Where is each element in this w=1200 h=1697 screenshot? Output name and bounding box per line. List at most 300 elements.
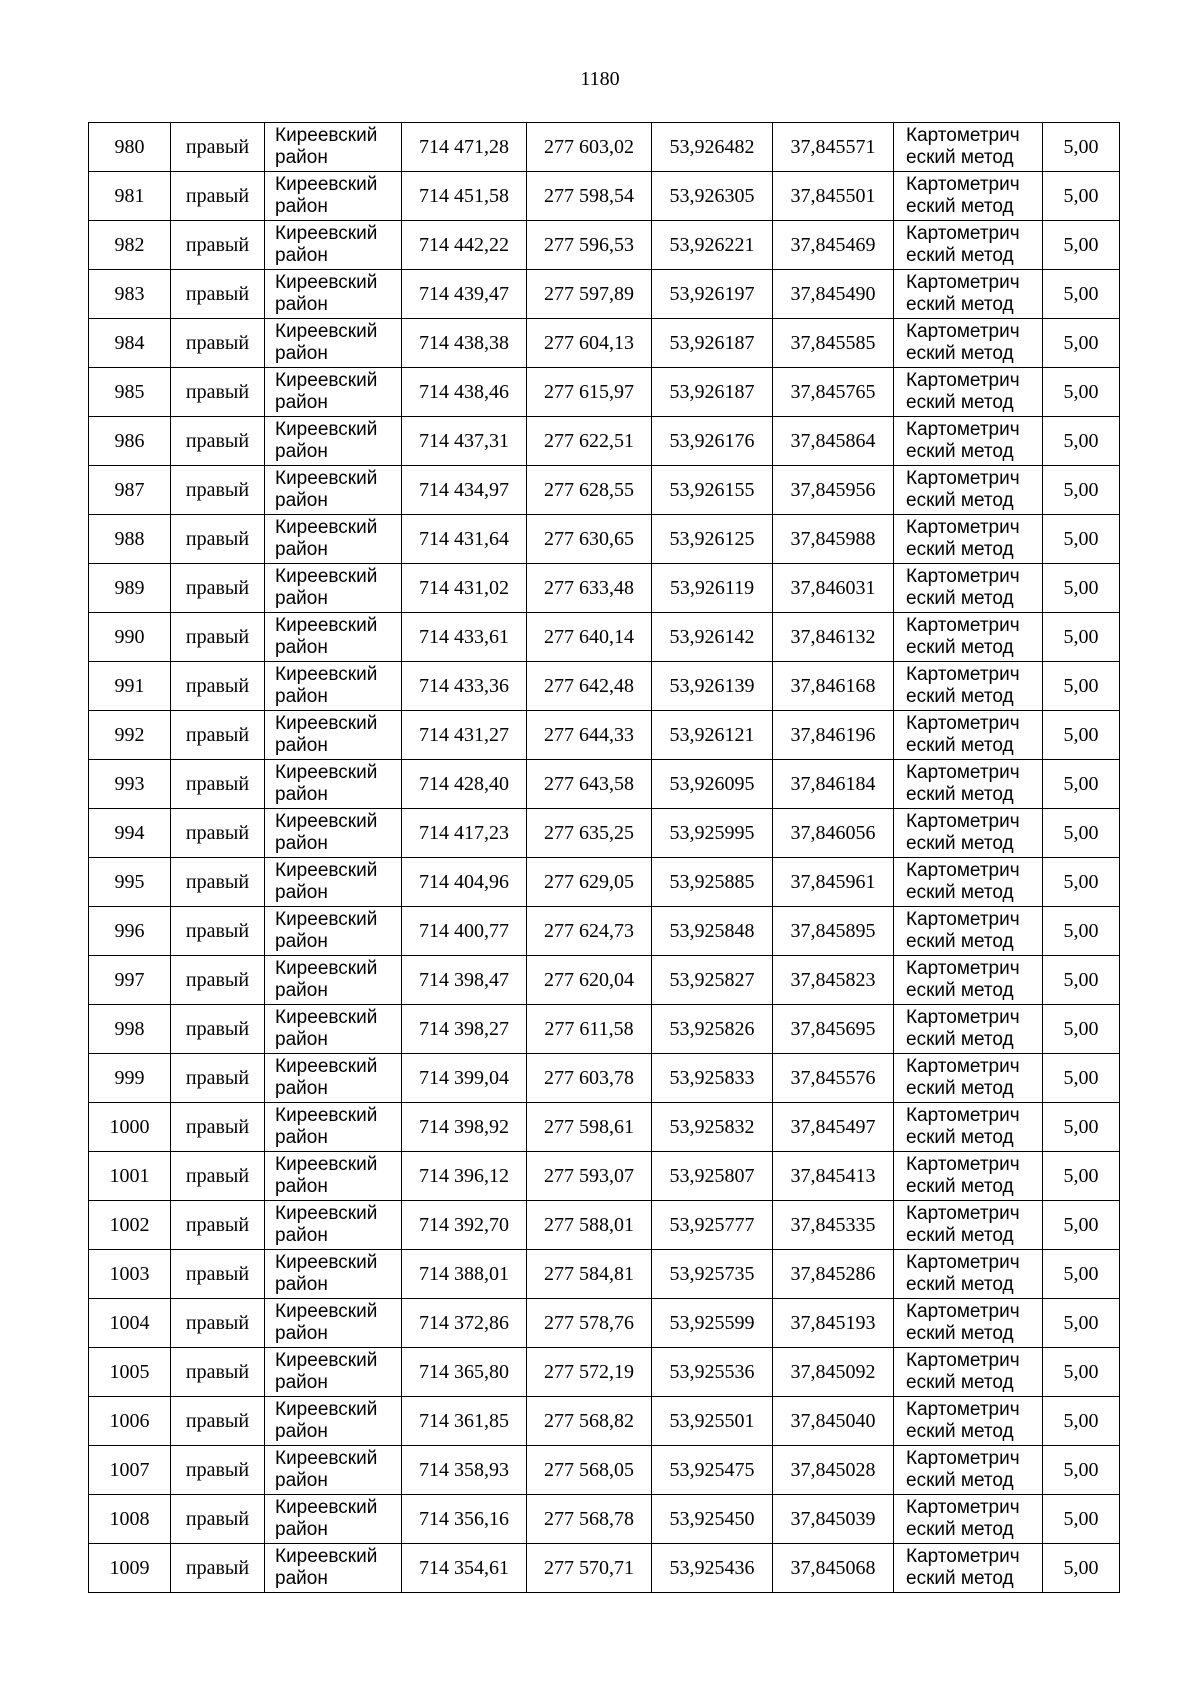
latitude-cell: 53,925995: [652, 809, 773, 858]
district-text: Киреевский район: [275, 1154, 378, 1197]
method-cell: [894, 466, 1043, 515]
district-cell: [265, 809, 402, 858]
method-cell: [894, 172, 1043, 221]
method-cell: [894, 1397, 1043, 1446]
y-coordinate-cell: 277 603,78: [527, 1054, 652, 1103]
x-coordinate-cell: 714 471,28: [402, 123, 527, 172]
x-coordinate-cell: 714 354,61: [402, 1544, 527, 1593]
y-coordinate-cell: 277 572,19: [527, 1348, 652, 1397]
longitude-cell: 37,845956: [773, 466, 894, 515]
district-cell: [265, 417, 402, 466]
side-cell: правый: [171, 1152, 265, 1201]
accuracy-cell: 5,00: [1043, 515, 1120, 564]
district-cell: [265, 1250, 402, 1299]
y-coordinate-cell: 277 611,58: [527, 1005, 652, 1054]
method-cell: [894, 1054, 1043, 1103]
y-coordinate-cell: 277 640,14: [527, 613, 652, 662]
method-text: Картометрич еский метод: [906, 811, 1020, 854]
district-cell: [265, 1005, 402, 1054]
x-coordinate-cell: 714 372,86: [402, 1299, 527, 1348]
table-row: [89, 907, 1120, 956]
y-coordinate-cell: 277 629,05: [527, 858, 652, 907]
district-cell: [265, 711, 402, 760]
x-coordinate-cell: 714 433,36: [402, 662, 527, 711]
accuracy-cell: 5,00: [1043, 956, 1120, 1005]
method-cell: [894, 515, 1043, 564]
district-text: Киреевский район: [275, 1252, 378, 1295]
method-cell: [894, 1201, 1043, 1250]
longitude-cell: 37,845585: [773, 319, 894, 368]
longitude-cell: 37,845864: [773, 417, 894, 466]
accuracy-cell: 5,00: [1043, 564, 1120, 613]
latitude-cell: 53,926197: [652, 270, 773, 319]
latitude-cell: 53,926187: [652, 368, 773, 417]
district-cell: [265, 564, 402, 613]
x-coordinate-cell: 714 398,47: [402, 956, 527, 1005]
side-cell: правый: [171, 221, 265, 270]
method-text: Картометрич еский метод: [906, 860, 1020, 903]
latitude-cell: 53,926121: [652, 711, 773, 760]
x-coordinate-cell: 714 398,27: [402, 1005, 527, 1054]
district-cell: [265, 270, 402, 319]
y-coordinate-cell: 277 620,04: [527, 956, 652, 1005]
side-cell: правый: [171, 1299, 265, 1348]
longitude-cell: 37,845040: [773, 1397, 894, 1446]
accuracy-cell: 5,00: [1043, 1348, 1120, 1397]
table-row: [89, 1544, 1120, 1593]
method-text: Картометрич еский метод: [906, 419, 1020, 462]
district-cell: [265, 1544, 402, 1593]
district-text: Киреевский район: [275, 1056, 378, 1099]
district-text: Киреевский район: [275, 272, 378, 315]
district-cell: [265, 1397, 402, 1446]
method-text: Картометрич еский метод: [906, 1154, 1020, 1197]
district-cell: [265, 1348, 402, 1397]
table-row: [89, 1348, 1120, 1397]
y-coordinate-cell: 277 593,07: [527, 1152, 652, 1201]
longitude-cell: 37,845501: [773, 172, 894, 221]
side-cell: правый: [171, 1201, 265, 1250]
district-cell: [265, 662, 402, 711]
longitude-cell: 37,845068: [773, 1544, 894, 1593]
accuracy-cell: 5,00: [1043, 1005, 1120, 1054]
latitude-cell: 53,926221: [652, 221, 773, 270]
latitude-cell: 53,925777: [652, 1201, 773, 1250]
latitude-cell: 53,925501: [652, 1397, 773, 1446]
latitude-cell: 53,926187: [652, 319, 773, 368]
district-cell: [265, 1495, 402, 1544]
y-coordinate-cell: 277 588,01: [527, 1201, 652, 1250]
method-text: Картометрич еский метод: [906, 1007, 1020, 1050]
side-cell: правый: [171, 858, 265, 907]
accuracy-cell: 5,00: [1043, 1054, 1120, 1103]
method-text: Картометрич еский метод: [906, 1497, 1020, 1540]
point-number-cell: 993: [89, 760, 171, 809]
latitude-cell: 53,926176: [652, 417, 773, 466]
point-number-cell: 1007: [89, 1446, 171, 1495]
district-text: Киреевский район: [275, 468, 378, 511]
method-text: Картометрич еский метод: [906, 1056, 1020, 1099]
point-number-cell: 999: [89, 1054, 171, 1103]
table-row: [89, 1299, 1120, 1348]
y-coordinate-cell: 277 642,48: [527, 662, 652, 711]
side-cell: правый: [171, 417, 265, 466]
table-row: [89, 711, 1120, 760]
longitude-cell: 37,845413: [773, 1152, 894, 1201]
accuracy-cell: 5,00: [1043, 270, 1120, 319]
side-cell: правый: [171, 368, 265, 417]
longitude-cell: 37,846184: [773, 760, 894, 809]
method-cell: [894, 417, 1043, 466]
accuracy-cell: 5,00: [1043, 1103, 1120, 1152]
x-coordinate-cell: 714 365,80: [402, 1348, 527, 1397]
point-number-cell: 991: [89, 662, 171, 711]
x-coordinate-cell: 714 361,85: [402, 1397, 527, 1446]
x-coordinate-cell: 714 392,70: [402, 1201, 527, 1250]
side-cell: правый: [171, 1250, 265, 1299]
latitude-cell: 53,926305: [652, 172, 773, 221]
accuracy-cell: 5,00: [1043, 1201, 1120, 1250]
point-number-cell: 997: [89, 956, 171, 1005]
point-number-cell: 992: [89, 711, 171, 760]
accuracy-cell: 5,00: [1043, 1299, 1120, 1348]
side-cell: правый: [171, 1397, 265, 1446]
point-number-cell: 1003: [89, 1250, 171, 1299]
side-cell: правый: [171, 1544, 265, 1593]
method-text: Картометрич еский метод: [906, 958, 1020, 1001]
district-text: Киреевский район: [275, 1350, 378, 1393]
side-cell: правый: [171, 1054, 265, 1103]
longitude-cell: 37,846196: [773, 711, 894, 760]
latitude-cell: 53,925599: [652, 1299, 773, 1348]
longitude-cell: 37,845193: [773, 1299, 894, 1348]
latitude-cell: 53,925826: [652, 1005, 773, 1054]
longitude-cell: 37,845092: [773, 1348, 894, 1397]
longitude-cell: 37,845576: [773, 1054, 894, 1103]
latitude-cell: 53,926095: [652, 760, 773, 809]
side-cell: правый: [171, 270, 265, 319]
method-text: Картометрич еский метод: [906, 1448, 1020, 1491]
table-row: [89, 221, 1120, 270]
district-text: Киреевский район: [275, 370, 378, 413]
longitude-cell: 37,845490: [773, 270, 894, 319]
x-coordinate-cell: 714 396,12: [402, 1152, 527, 1201]
accuracy-cell: 5,00: [1043, 1446, 1120, 1495]
accuracy-cell: 5,00: [1043, 221, 1120, 270]
longitude-cell: 37,846132: [773, 613, 894, 662]
district-cell: [265, 221, 402, 270]
method-text: Картометрич еский метод: [906, 909, 1020, 952]
method-text: Картометрич еский метод: [906, 321, 1020, 364]
longitude-cell: 37,845286: [773, 1250, 894, 1299]
latitude-cell: 53,925536: [652, 1348, 773, 1397]
district-cell: [265, 123, 402, 172]
point-number-cell: 1005: [89, 1348, 171, 1397]
accuracy-cell: 5,00: [1043, 1495, 1120, 1544]
side-cell: правый: [171, 1446, 265, 1495]
table-row: [89, 172, 1120, 221]
longitude-cell: 37,845895: [773, 907, 894, 956]
side-cell: правый: [171, 662, 265, 711]
district-text: Киреевский район: [275, 1399, 378, 1442]
point-number-cell: 987: [89, 466, 171, 515]
x-coordinate-cell: 714 404,96: [402, 858, 527, 907]
x-coordinate-cell: 714 356,16: [402, 1495, 527, 1544]
y-coordinate-cell: 277 570,71: [527, 1544, 652, 1593]
longitude-cell: 37,845695: [773, 1005, 894, 1054]
y-coordinate-cell: 277 597,89: [527, 270, 652, 319]
point-number-cell: 982: [89, 221, 171, 270]
accuracy-cell: 5,00: [1043, 172, 1120, 221]
method-text: Картометрич еский метод: [906, 1546, 1020, 1589]
point-number-cell: 985: [89, 368, 171, 417]
side-cell: правый: [171, 564, 265, 613]
district-text: Киреевский район: [275, 860, 378, 903]
point-number-cell: 1002: [89, 1201, 171, 1250]
table-row: [89, 368, 1120, 417]
y-coordinate-cell: 277 633,48: [527, 564, 652, 613]
table-row: [89, 1005, 1120, 1054]
method-text: Картометрич еский метод: [906, 713, 1020, 756]
point-number-cell: 983: [89, 270, 171, 319]
table-row: [89, 1495, 1120, 1544]
table-row: [89, 1397, 1120, 1446]
y-coordinate-cell: 277 624,73: [527, 907, 652, 956]
y-coordinate-cell: 277 635,25: [527, 809, 652, 858]
method-cell: [894, 760, 1043, 809]
table-row: [89, 564, 1120, 613]
longitude-cell: 37,846056: [773, 809, 894, 858]
method-cell: [894, 613, 1043, 662]
accuracy-cell: 5,00: [1043, 613, 1120, 662]
accuracy-cell: 5,00: [1043, 466, 1120, 515]
point-number-cell: 1004: [89, 1299, 171, 1348]
point-number-cell: 995: [89, 858, 171, 907]
method-cell: [894, 1250, 1043, 1299]
latitude-cell: 53,926125: [652, 515, 773, 564]
point-number-cell: 1009: [89, 1544, 171, 1593]
coordinates-table: [88, 122, 1120, 1593]
longitude-cell: 37,845571: [773, 123, 894, 172]
point-number-cell: 996: [89, 907, 171, 956]
district-text: Киреевский район: [275, 811, 378, 854]
method-cell: [894, 907, 1043, 956]
district-cell: [265, 956, 402, 1005]
accuracy-cell: 5,00: [1043, 858, 1120, 907]
method-text: Картометрич еский метод: [906, 272, 1020, 315]
accuracy-cell: 5,00: [1043, 907, 1120, 956]
method-cell: [894, 368, 1043, 417]
longitude-cell: 37,845469: [773, 221, 894, 270]
side-cell: правый: [171, 1495, 265, 1544]
longitude-cell: 37,845823: [773, 956, 894, 1005]
table-row: [89, 1201, 1120, 1250]
side-cell: правый: [171, 1103, 265, 1152]
y-coordinate-cell: 277 598,61: [527, 1103, 652, 1152]
district-cell: [265, 858, 402, 907]
accuracy-cell: 5,00: [1043, 1152, 1120, 1201]
y-coordinate-cell: 277 622,51: [527, 417, 652, 466]
latitude-cell: 53,925450: [652, 1495, 773, 1544]
latitude-cell: 53,925832: [652, 1103, 773, 1152]
district-cell: [265, 1152, 402, 1201]
x-coordinate-cell: 714 428,40: [402, 760, 527, 809]
latitude-cell: 53,925475: [652, 1446, 773, 1495]
x-coordinate-cell: 714 438,46: [402, 368, 527, 417]
district-text: Киреевский район: [275, 1301, 378, 1344]
district-text: Киреевский район: [275, 615, 378, 658]
district-text: Киреевский район: [275, 566, 378, 609]
latitude-cell: 53,925848: [652, 907, 773, 956]
latitude-cell: 53,926119: [652, 564, 773, 613]
y-coordinate-cell: 277 644,33: [527, 711, 652, 760]
method-cell: [894, 858, 1043, 907]
district-cell: [265, 1054, 402, 1103]
accuracy-cell: 5,00: [1043, 368, 1120, 417]
table-row: [89, 1054, 1120, 1103]
point-number-cell: 1001: [89, 1152, 171, 1201]
method-cell: [894, 564, 1043, 613]
x-coordinate-cell: 714 439,47: [402, 270, 527, 319]
y-coordinate-cell: 277 603,02: [527, 123, 652, 172]
district-cell: [265, 319, 402, 368]
district-text: Киреевский район: [275, 1546, 378, 1589]
district-cell: [265, 466, 402, 515]
x-coordinate-cell: 714 437,31: [402, 417, 527, 466]
table-row: [89, 417, 1120, 466]
district-cell: [265, 515, 402, 564]
method-cell: [894, 1544, 1043, 1593]
side-cell: правый: [171, 711, 265, 760]
side-cell: правый: [171, 809, 265, 858]
method-text: Картометрич еский метод: [906, 762, 1020, 805]
district-cell: [265, 907, 402, 956]
method-cell: [894, 123, 1043, 172]
point-number-cell: 1000: [89, 1103, 171, 1152]
method-cell: [894, 270, 1043, 319]
point-number-cell: 981: [89, 172, 171, 221]
y-coordinate-cell: 277 596,53: [527, 221, 652, 270]
district-text: Киреевский район: [275, 664, 378, 707]
accuracy-cell: 5,00: [1043, 711, 1120, 760]
y-coordinate-cell: 277 568,78: [527, 1495, 652, 1544]
district-text: Киреевский район: [275, 1497, 378, 1540]
district-text: Киреевский район: [275, 223, 378, 266]
method-text: Картометрич еский метод: [906, 664, 1020, 707]
y-coordinate-cell: 277 630,65: [527, 515, 652, 564]
side-cell: правый: [171, 760, 265, 809]
longitude-cell: 37,845039: [773, 1495, 894, 1544]
x-coordinate-cell: 714 398,92: [402, 1103, 527, 1152]
side-cell: правый: [171, 907, 265, 956]
latitude-cell: 53,925827: [652, 956, 773, 1005]
method-text: Картометрич еский метод: [906, 1105, 1020, 1148]
point-number-cell: 989: [89, 564, 171, 613]
method-text: Картометрич еский метод: [906, 615, 1020, 658]
x-coordinate-cell: 714 438,38: [402, 319, 527, 368]
district-text: Киреевский район: [275, 713, 378, 756]
method-cell: [894, 1152, 1043, 1201]
point-number-cell: 994: [89, 809, 171, 858]
table-row: [89, 123, 1120, 172]
point-number-cell: 980: [89, 123, 171, 172]
district-text: Киреевский район: [275, 1007, 378, 1050]
latitude-cell: 53,926139: [652, 662, 773, 711]
method-text: Картометрич еский метод: [906, 517, 1020, 560]
point-number-cell: 998: [89, 1005, 171, 1054]
method-text: Картометрич еский метод: [906, 174, 1020, 217]
table-row: [89, 319, 1120, 368]
x-coordinate-cell: 714 431,27: [402, 711, 527, 760]
district-text: Киреевский район: [275, 909, 378, 952]
table-row: [89, 1152, 1120, 1201]
side-cell: правый: [171, 123, 265, 172]
latitude-cell: 53,925833: [652, 1054, 773, 1103]
accuracy-cell: 5,00: [1043, 662, 1120, 711]
table-row: [89, 515, 1120, 564]
y-coordinate-cell: 277 578,76: [527, 1299, 652, 1348]
latitude-cell: 53,925885: [652, 858, 773, 907]
district-cell: [265, 172, 402, 221]
longitude-cell: 37,845961: [773, 858, 894, 907]
district-text: Киреевский район: [275, 419, 378, 462]
district-text: Киреевский район: [275, 517, 378, 560]
x-coordinate-cell: 714 431,64: [402, 515, 527, 564]
latitude-cell: 53,925735: [652, 1250, 773, 1299]
latitude-cell: 53,925807: [652, 1152, 773, 1201]
latitude-cell: 53,925436: [652, 1544, 773, 1593]
x-coordinate-cell: 714 431,02: [402, 564, 527, 613]
side-cell: правый: [171, 613, 265, 662]
page-number: 1180: [580, 68, 620, 90]
table-row: [89, 760, 1120, 809]
method-cell: [894, 221, 1043, 270]
longitude-cell: 37,846031: [773, 564, 894, 613]
y-coordinate-cell: 277 568,82: [527, 1397, 652, 1446]
accuracy-cell: 5,00: [1043, 809, 1120, 858]
y-coordinate-cell: 277 628,55: [527, 466, 652, 515]
side-cell: правый: [171, 319, 265, 368]
district-cell: [265, 1201, 402, 1250]
point-number-cell: 1008: [89, 1495, 171, 1544]
side-cell: правый: [171, 956, 265, 1005]
method-cell: [894, 1005, 1043, 1054]
x-coordinate-cell: 714 400,77: [402, 907, 527, 956]
district-cell: [265, 1299, 402, 1348]
side-cell: правый: [171, 466, 265, 515]
point-number-cell: 986: [89, 417, 171, 466]
method-text: Картометрич еский метод: [906, 1252, 1020, 1295]
table-row: [89, 270, 1120, 319]
y-coordinate-cell: 277 584,81: [527, 1250, 652, 1299]
accuracy-cell: 5,00: [1043, 760, 1120, 809]
method-text: Картометрич еский метод: [906, 125, 1020, 168]
district-text: Киреевский район: [275, 762, 378, 805]
district-text: Киреевский район: [275, 1448, 378, 1491]
side-cell: правый: [171, 172, 265, 221]
table-row: [89, 1250, 1120, 1299]
method-cell: [894, 1299, 1043, 1348]
method-cell: [894, 319, 1043, 368]
latitude-cell: 53,926155: [652, 466, 773, 515]
method-cell: [894, 711, 1043, 760]
district-text: Киреевский район: [275, 125, 378, 168]
y-coordinate-cell: 277 568,05: [527, 1446, 652, 1495]
accuracy-cell: 5,00: [1043, 1397, 1120, 1446]
method-text: Картометрич еский метод: [906, 1203, 1020, 1246]
longitude-cell: 37,845335: [773, 1201, 894, 1250]
accuracy-cell: 5,00: [1043, 1544, 1120, 1593]
